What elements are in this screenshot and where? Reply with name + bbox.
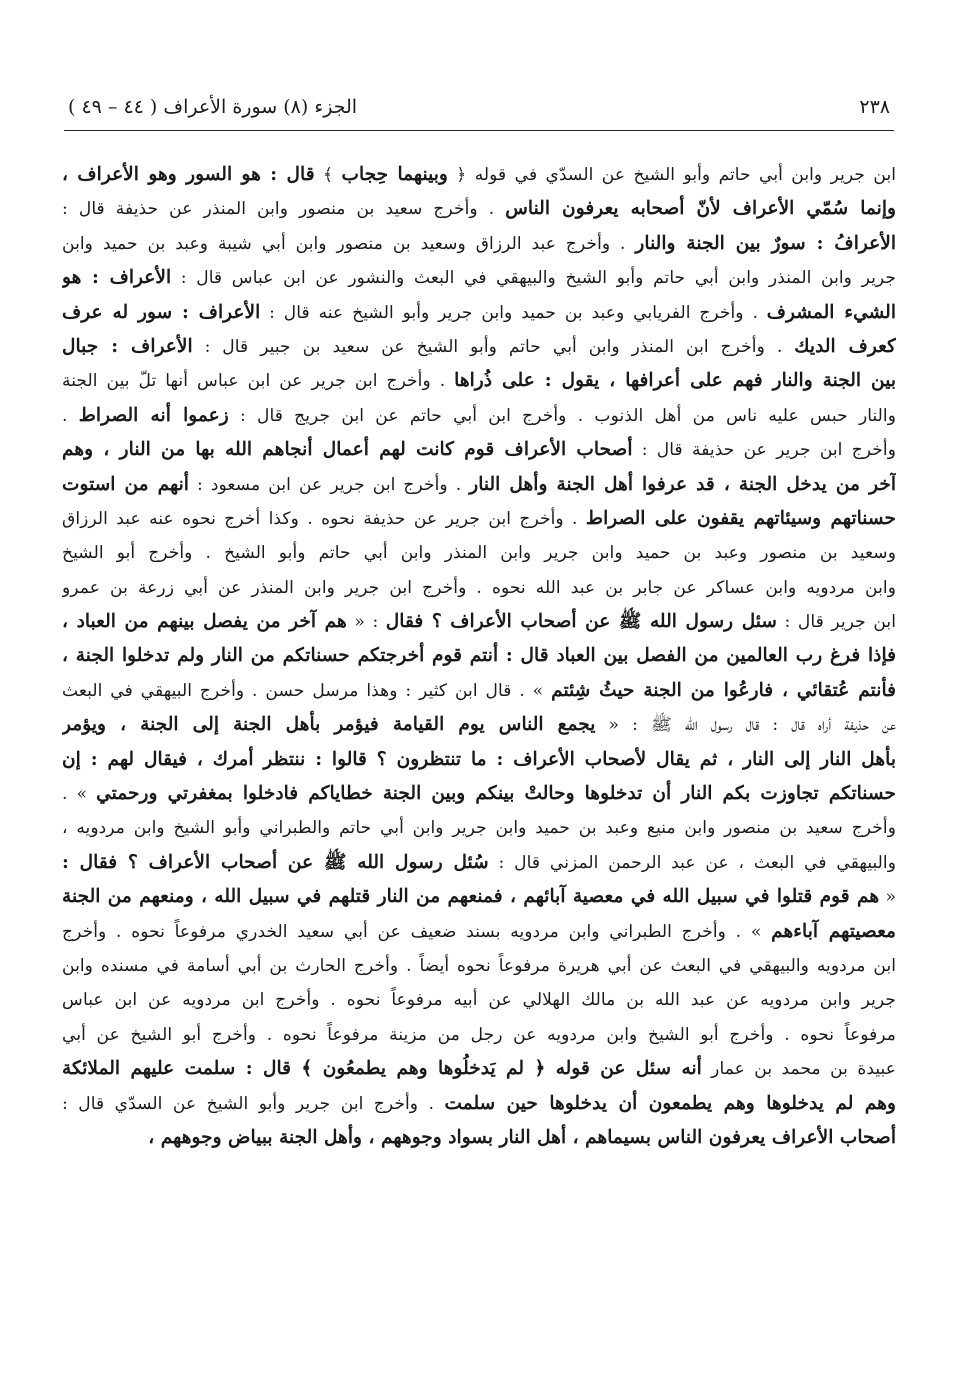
- text-line: [62, 192, 896, 226]
- text-line: [62, 915, 896, 949]
- header-divider: [64, 130, 894, 131]
- text-segment: . وأخرج ابن جرير عن حذيفة نحوه . وكذا أخرج نحوه عنه عبد الرزاق: [62, 508, 586, 529]
- page-number: ٢٣٨: [859, 96, 890, 118]
- bold-segment: قال : هو السور وهو الأعراف ،: [62, 164, 315, 185]
- text-line: [62, 605, 896, 639]
- text-line: [62, 743, 896, 777]
- running-title: الجزء (٨) سورة الأعراف ( ٤٤ – ٤٩ ): [68, 96, 358, 118]
- text-line: [62, 364, 896, 398]
- text-line: [62, 1018, 896, 1052]
- text-line: [62, 1121, 896, 1155]
- bold-segment: أنهم من استوت: [62, 473, 189, 495]
- text-segment: وأخرج سعيد بن منصور وابن منيع وعبد بن حميد وابن جرير وابن أبي حاتم والطبراني وأبو الشيخ وابن مردويه ،: [62, 818, 896, 839]
- bold-segment: معصيتهم آباءهم: [771, 920, 896, 942]
- text-segment: وسعيد بن منصور وعبد بن حميد وابن جرير وابن المنذر وابن أبي حاتم وأبو الشيخ . وأخرج أبو الشيخ: [62, 543, 896, 564]
- text-line: [62, 1052, 896, 1086]
- bold-segment: آخر من يدخل الجنة ، قد عرفوا أهل الجنة وأهل النار: [469, 473, 896, 495]
- text-segment: عبيدة بن محمد بن عمار: [701, 1059, 896, 1080]
- bold-segment: بين الجنة والنار فهم على أعرافها ، يقول : على ذُراها: [454, 370, 896, 392]
- text-segment: والبيهقي في البعث ، عن عبد الرحمن المزني قال :: [488, 852, 896, 873]
- text-segment: وأخرج ابن جرير عن حذيفة قال :: [632, 440, 896, 461]
- text-segment: » .: [62, 784, 97, 805]
- text-segment: مرفوعاً نحوه . وأخرج أبو الشيخ وابن مردويه عن رجل من مزينة مرفوعاً نحوه . وأخرج أبو الشيخ عن أبي: [62, 1024, 896, 1045]
- text-segment: . وأخرج ابن المنذر وابن أبي حاتم وأبو الشيخ عن سعيد بن جبير قال :: [192, 336, 795, 357]
- text-segment: : «: [346, 612, 386, 633]
- text-line: [62, 708, 896, 742]
- text-line: [62, 468, 896, 502]
- text-segment: وابن مردويه وابن عساكر عن جابر بن عبد الله نحوه . وأخرج ابن جرير وابن المنذر عن أبي زرعة بن عمرو: [62, 577, 896, 598]
- text-segment: ابن جرير وابن أبي حاتم وأبو الشيخ عن السدّي في قوله ﴿: [447, 165, 896, 185]
- text-segment: » . وأخرج الطبراني وابن مردويه بسند ضعيف عن أبي سعيد الخدري مرفوعاً نحوه . وأخرج: [62, 921, 772, 942]
- text-segment: . وأخرج عبد الرزاق وسعيد بن منصور وابن أبي شيبة وعبد بن حميد وابن: [62, 233, 636, 254]
- text-line: [62, 639, 896, 673]
- bold-segment: الأعراف : سور له عرف: [62, 301, 261, 323]
- text-line: [62, 674, 896, 708]
- text-line: [62, 502, 896, 536]
- bold-segment: فأنتم عُتقائي ، فارعُوا من الجنة حيثُ شِئتم: [551, 679, 896, 701]
- bold-segment: يجمع الناس يوم القيامة فيؤمر بأهل الجنة إلى الجنة ، ويؤمر: [62, 714, 596, 736]
- text-line: [62, 330, 896, 364]
- text-line: [62, 811, 896, 845]
- text-line: [62, 777, 896, 811]
- text-line: [62, 846, 896, 880]
- bold-segment: هم قوم قتلوا في سبيل الله في معصية آبائهم ، فمنعهم من النار قتلهم في سبيل الله ، ومنعهم من الجنة: [62, 886, 880, 908]
- text-line: [62, 227, 896, 261]
- bold-segment: أنه سئل عن قوله ﴿ لم يَدخلُوها وهم يطمعُون ﴾ قال : سلمت عليهم الملائكة: [62, 1058, 702, 1080]
- text-line: [62, 399, 896, 433]
- text-line: [62, 949, 896, 983]
- bold-segment: وهم لم يدخلوها وهم يطمعون أن يدخلوها حين سلمت: [444, 1092, 896, 1114]
- page-header: [64, 92, 894, 128]
- bold-segment: الأعراف : هو: [62, 267, 172, 289]
- bold-segment: هم آخر من يفصل بينهم من العباد ،: [62, 611, 347, 633]
- text-line: [62, 433, 896, 467]
- body-text: [62, 158, 896, 1155]
- text-segment: «: [879, 887, 896, 908]
- bold-segment: الأعرافُ : سورٌ بين الجنة والنار: [635, 232, 896, 254]
- text-line: [62, 983, 896, 1017]
- bold-segment: كعرف الديك: [794, 335, 896, 357]
- text-segment: عن حذيفة أراه قال : قال رسول الله ﷺ : «: [595, 715, 896, 736]
- text-segment: . وأخرج سعيد بن منصور وابن المنذر عن حذيفة قال :: [62, 199, 506, 220]
- text-line: [62, 880, 896, 914]
- text-line: [62, 1087, 896, 1121]
- text-line: [62, 261, 896, 295]
- bold-segment: الأعراف : جبال: [62, 335, 193, 357]
- bold-segment: أصحاب الأعراف قوم كانت لهم أعمال أنجاهم الله بها من النار ، وهم: [62, 439, 633, 461]
- text-segment: . وأخرج الفريابي وعبد بن حميد وابن جرير وأبو الشيخ عنه قال :: [260, 302, 767, 323]
- text-segment: .: [62, 405, 79, 426]
- bold-segment: حسناتكم تجاوزت بكم النار أن تدخلوها وحالتْ بينكم وبين الجنة خطاياكم فادخلوا بمغفرتي ورحمتي: [96, 783, 896, 805]
- bold-segment: سئل رسول الله ﷺ عن أصحاب الأعراف ؟ فقال: [385, 611, 777, 633]
- text-segment: ابن جرير قال :: [777, 612, 896, 633]
- text-segment: ﴾: [314, 165, 342, 185]
- bold-segment: أصحاب الأعراف يعرفون الناس بسيماهم ، أهل النار بسواد وجوههم ، وأهل الجنة ببياض وجوههم ،: [148, 1126, 896, 1148]
- text-line: [62, 296, 896, 330]
- bold-segment: وبينهما حِجاب: [341, 164, 448, 185]
- bold-segment: حسناتهم وسيئاتهم يقفون على الصراط: [585, 507, 896, 529]
- bold-segment: وإنما سُمّي الأعراف لأنّ أصحابه يعرفون الناس: [505, 198, 896, 220]
- bold-segment: بأهل النار إلى النار ، ثم يقال لأصحاب الأعراف : ما تنتظرون ؟ قالوا : ننتظر أمرك ، فيقال لهم : إن: [62, 748, 896, 770]
- bold-segment: الشيء المشرف: [766, 301, 896, 323]
- bold-segment: فإذا فرغ رب العالمين من الفصل بين العباد قال : أنتم قوم أخرجتكم حسناتكم من النار ولم تدخلوا الجنة ،: [62, 645, 896, 667]
- text-line: [62, 571, 896, 605]
- text-segment: . وأخرج ابن جرير عن ابن عباس أنها تلّ بين الجنة: [62, 371, 455, 392]
- text-segment: جرير وابن المنذر وابن أبي حاتم وأبو الشيخ والبيهقي في البعث والنشور عن ابن عباس قال :: [171, 268, 896, 289]
- text-line: [62, 536, 896, 570]
- text-segment: » . قال ابن كثير : وهذا مرسل حسن . وأخرج البيهقي في البعث: [62, 680, 552, 701]
- text-segment: والنار حبس عليه ناس من أهل الذنوب . وأخرج ابن أبي حاتم عن ابن جريج قال :: [228, 405, 896, 426]
- text-segment: . وأخرج ابن جرير وأبو الشيخ عن السدّي قال :: [62, 1093, 445, 1114]
- bold-segment: سُئل رسول الله ﷺ عن أصحاب الأعراف ؟ فقال :: [62, 851, 489, 873]
- text-segment: جرير وابن مردويه عن عبد الله بن مالك الهلالي عن أبيه مرفوعاً نحوه . وأخرج ابن مردويه عن ابن عباس: [62, 990, 896, 1011]
- bold-segment: زعموا أنه الصراط: [78, 404, 229, 426]
- text-line: [62, 158, 896, 192]
- text-segment: ابن مردويه والبيهقي في البعث عن أبي هريرة مرفوعاً نحوه أيضاً . وأخرج الحارث بن أبي أسامة في مسنده وابن: [62, 955, 896, 976]
- text-segment: . وأخرج ابن جرير عن ابن مسعود :: [188, 474, 470, 495]
